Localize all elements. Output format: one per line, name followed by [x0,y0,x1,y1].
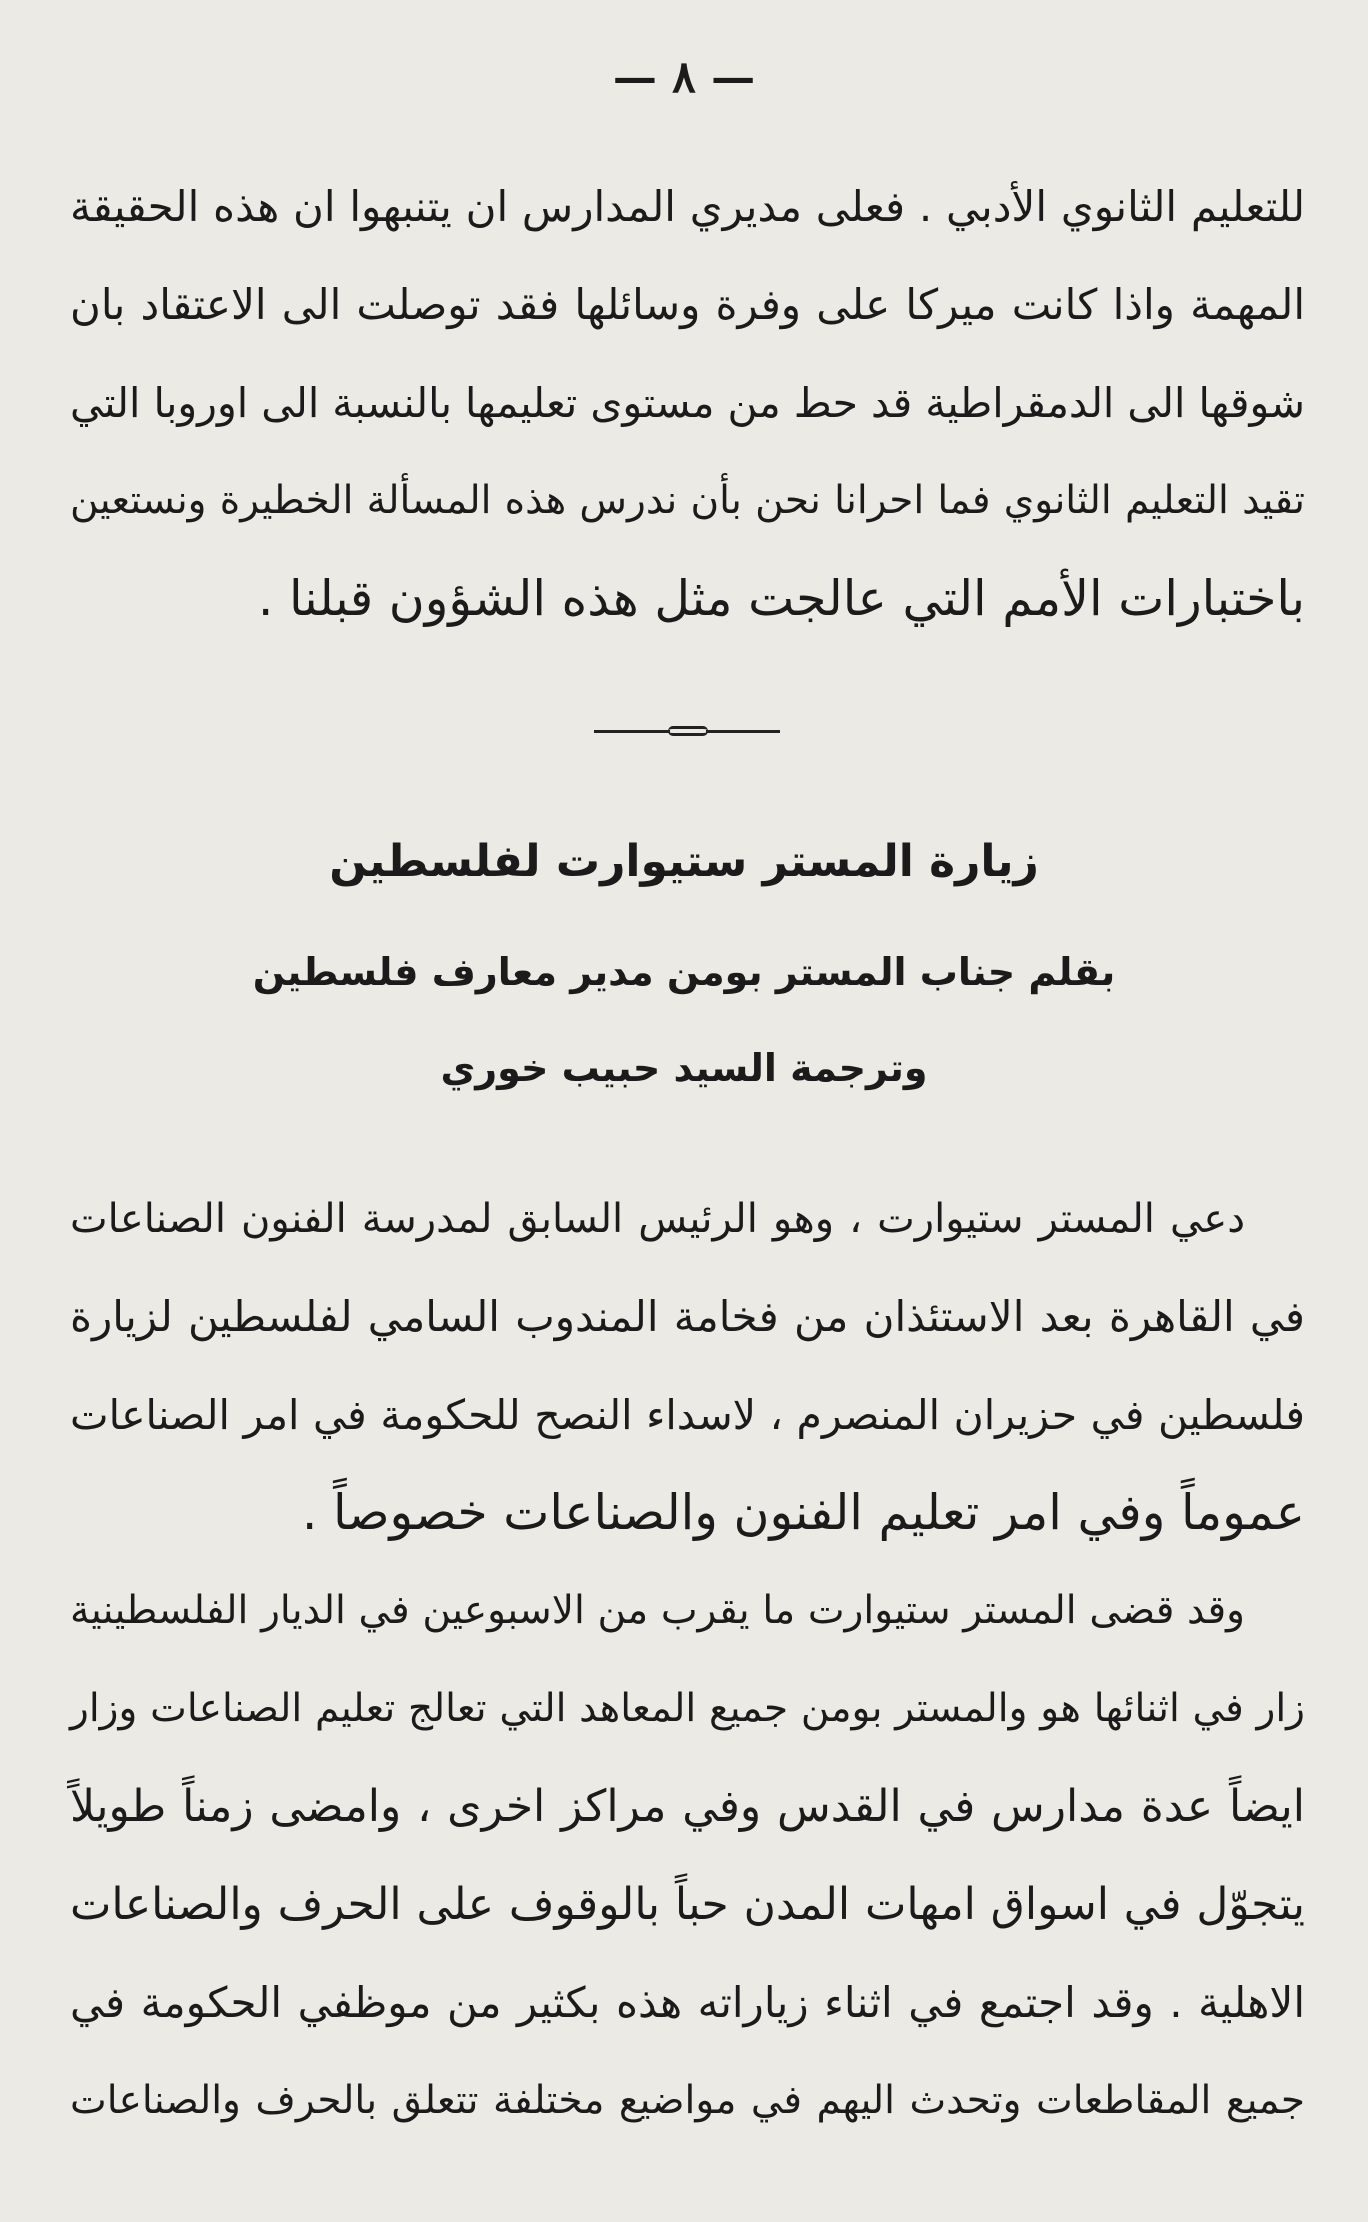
article-byline: بقلم جناب المستر بومن مدير معارف فلسطين [252,950,1116,994]
article-paragraph-2 [70,1562,1305,2150]
paragraph-line: وقد قضى المستر ستيوارت ما يقرب من الاسبوعين في الديار الفلسطينية [70,1588,1245,1633]
paragraph-line: باختبارات الأمم التي عالجت مثل هذه الشؤون قبلنا . [257,570,1305,627]
article-translator: وترجمة السيد حبيب خوري [440,1046,928,1090]
article-paragraph-1 [70,1170,1305,1562]
article-title: زيارة المستر ستيوارت لفلسطين [329,836,1039,887]
intro-paragraph [70,158,1305,648]
paragraph-line: في القاهرة بعد الاستئذان من فخامة المندوب السامي لفلسطين لزيارة [70,1292,1305,1341]
paragraph-line: المهمة واذا كانت ميركا على وفرة وسائلها فقد توصلت الى الاعتقاد بان [70,280,1305,329]
paragraph-line: جميع المقاطعات وتحدث اليهم في مواضيع مختلفة تتعلق بالحرف والصناعات [70,2078,1305,2123]
section-divider-ornament [594,724,780,738]
paragraph-line: الاهلية . وقد اجتمع في اثناء زياراته هذه بكثير من موظفي الحكومة في [70,1978,1305,2027]
paragraph-line: زار في اثنائها هو والمستر بومن جميع المعاهد التي تعالج تعليم الصناعات وزار [70,1686,1305,1731]
paragraph-line: يتجوّل في اسواق امهات المدن حباً بالوقوف على الحرف والصناعات [70,1879,1305,1930]
paragraph-line: شوقها الى الدمقراطية قد حط من مستوى تعليمها بالنسبة الى اوروبا التي [70,379,1305,427]
paragraph-line: فلسطين في حزيران المنصرم ، لاسداء النصح للحكومة في امر الصناعات [70,1391,1305,1439]
paragraph-line: عموماً وفي امر تعليم الفنون والصناعات خصوصاً . [301,1484,1305,1541]
page-number: — ٨ — [612,52,756,103]
paragraph-line: ايضاً عدة مدارس في القدس وفي مراكز اخرى ، وامضى زمناً طويلاً [70,1781,1305,1832]
paragraph-line: دعي المستر ستيوارت ، وهو الرئيس السابق لمدرسة الفنون الصناعات [70,1196,1245,1242]
paragraph-line: تقيد التعليم الثانوي فما احرانا نحن بأن ندرس هذه المسألة الخطيرة ونستعين [70,478,1305,523]
paragraph-line: للتعليم الثانوي الأدبي . فعلى مديري المدارس ان يتنبهوا ان هذه الحقيقة [70,182,1305,231]
